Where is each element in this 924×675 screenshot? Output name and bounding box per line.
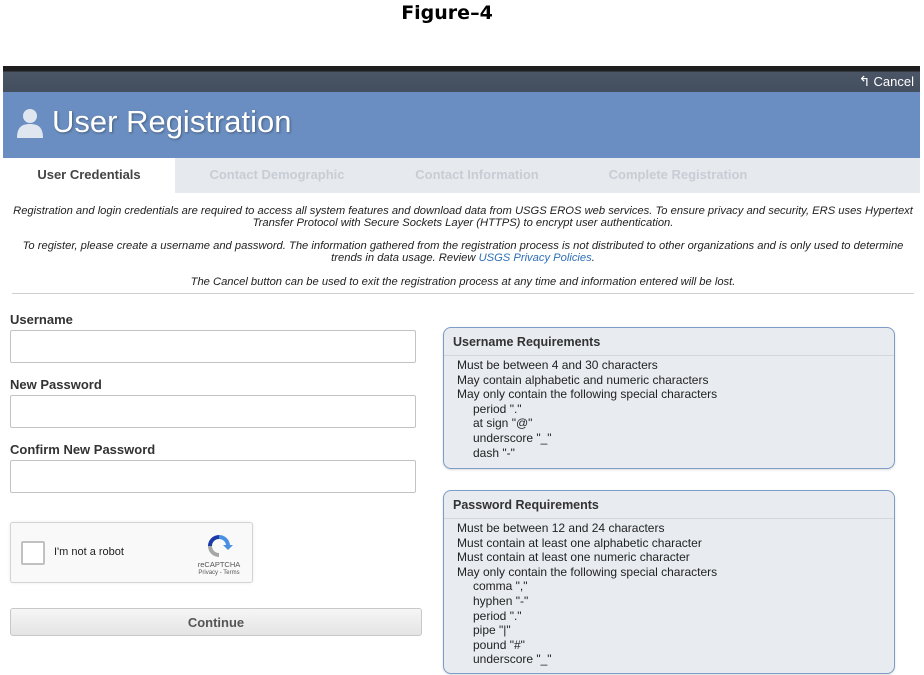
info-paragraph-cancel: The Cancel button can be used to exit the registration process at any time and information entered will be lost. — [190, 276, 736, 288]
divider — [12, 293, 914, 294]
list-item: hyphen "-" — [473, 593, 529, 608]
list-item: Must contain at least one numeric character — [457, 550, 690, 565]
password-requirements-panel — [443, 490, 895, 674]
tab-contact-demographic[interactable]: Contact Demographic — [209, 167, 345, 182]
list-item: Must contain at least one alphabetic character — [457, 535, 702, 550]
list-item: underscore "_" — [473, 430, 552, 445]
tab-user-credentials[interactable]: User Credentials — [3, 158, 175, 193]
info-register-text: To register, please create a username and password. The information gathered from the registration process is not distributed to other organizations and is only used to determine trends in data usage. Review — [22, 240, 904, 264]
new-password-label: New Password — [10, 377, 102, 392]
tab-contact-information[interactable]: Contact Information — [415, 167, 539, 182]
page-title: User Registration — [52, 104, 292, 139]
info-paragraph-credentials: Registration and login credentials are required to access all system features and download data from USGS EROS web services. To ensure privacy and security, ERS uses Hypertext Transfer Protocol with Secure Sockets Layer (HTTPS) to encrypt user authentication. — [13, 205, 913, 229]
list-item: May only contain the following special characters — [457, 387, 718, 402]
recaptcha-logo-icon — [204, 532, 234, 560]
list-item: underscore "_" — [473, 652, 552, 667]
page-header — [3, 92, 920, 155]
password-requirements-title: Password Requirements — [453, 498, 599, 512]
panel-divider — [444, 355, 894, 356]
privacy-policies-link[interactable]: USGS Privacy Policies — [478, 252, 592, 264]
figure-caption: Figure–4 — [401, 2, 493, 24]
username-requirements-title: Username Requirements — [453, 335, 601, 349]
password-requirements-list — [457, 521, 717, 667]
username-requirements-panel — [443, 327, 895, 469]
top-bar — [3, 66, 920, 92]
recaptcha-terms-link[interactable]: Privacy - Terms — [198, 570, 240, 576]
list-item: May only contain the following special characters — [457, 564, 718, 579]
username-label: Username — [10, 312, 73, 327]
list-item: period "." — [473, 608, 522, 623]
list-item: period "." — [473, 401, 522, 416]
list-item: comma "," — [473, 579, 528, 594]
panel-divider — [444, 518, 894, 519]
recaptcha-brand: reCAPTCHA — [197, 560, 241, 569]
recaptcha-checkbox[interactable] — [21, 541, 45, 565]
cancel-label: Cancel — [873, 74, 914, 89]
list-item: at sign "@" — [473, 416, 533, 431]
list-item: May contain alphabetic and numeric characters — [457, 372, 709, 387]
list-item: pipe "|" — [473, 623, 511, 638]
username-requirements-list — [457, 358, 717, 460]
username-input[interactable] — [10, 330, 416, 363]
registration-steps-tabs — [3, 155, 920, 193]
list-item: pound "#" — [473, 637, 525, 652]
recaptcha-widget — [10, 522, 253, 583]
new-password-input[interactable] — [10, 395, 416, 428]
list-item: dash "-" — [473, 445, 515, 460]
recaptcha-label: I'm not a robot — [54, 546, 124, 558]
confirm-password-label: Confirm New Password — [10, 442, 156, 457]
tab-complete-registration[interactable]: Complete Registration — [608, 167, 748, 182]
user-icon — [17, 108, 43, 138]
info-paragraph-register — [12, 240, 914, 264]
reply-arrow-icon: ↰ — [858, 73, 871, 89]
list-item: Must be between 4 and 30 characters — [457, 358, 658, 372]
confirm-password-input[interactable] — [10, 460, 416, 493]
info-register-end: . — [591, 252, 595, 264]
list-item: Must be between 12 and 24 characters — [457, 521, 665, 535]
continue-button[interactable]: Continue — [10, 608, 422, 636]
cancel-link[interactable] — [859, 73, 914, 90]
